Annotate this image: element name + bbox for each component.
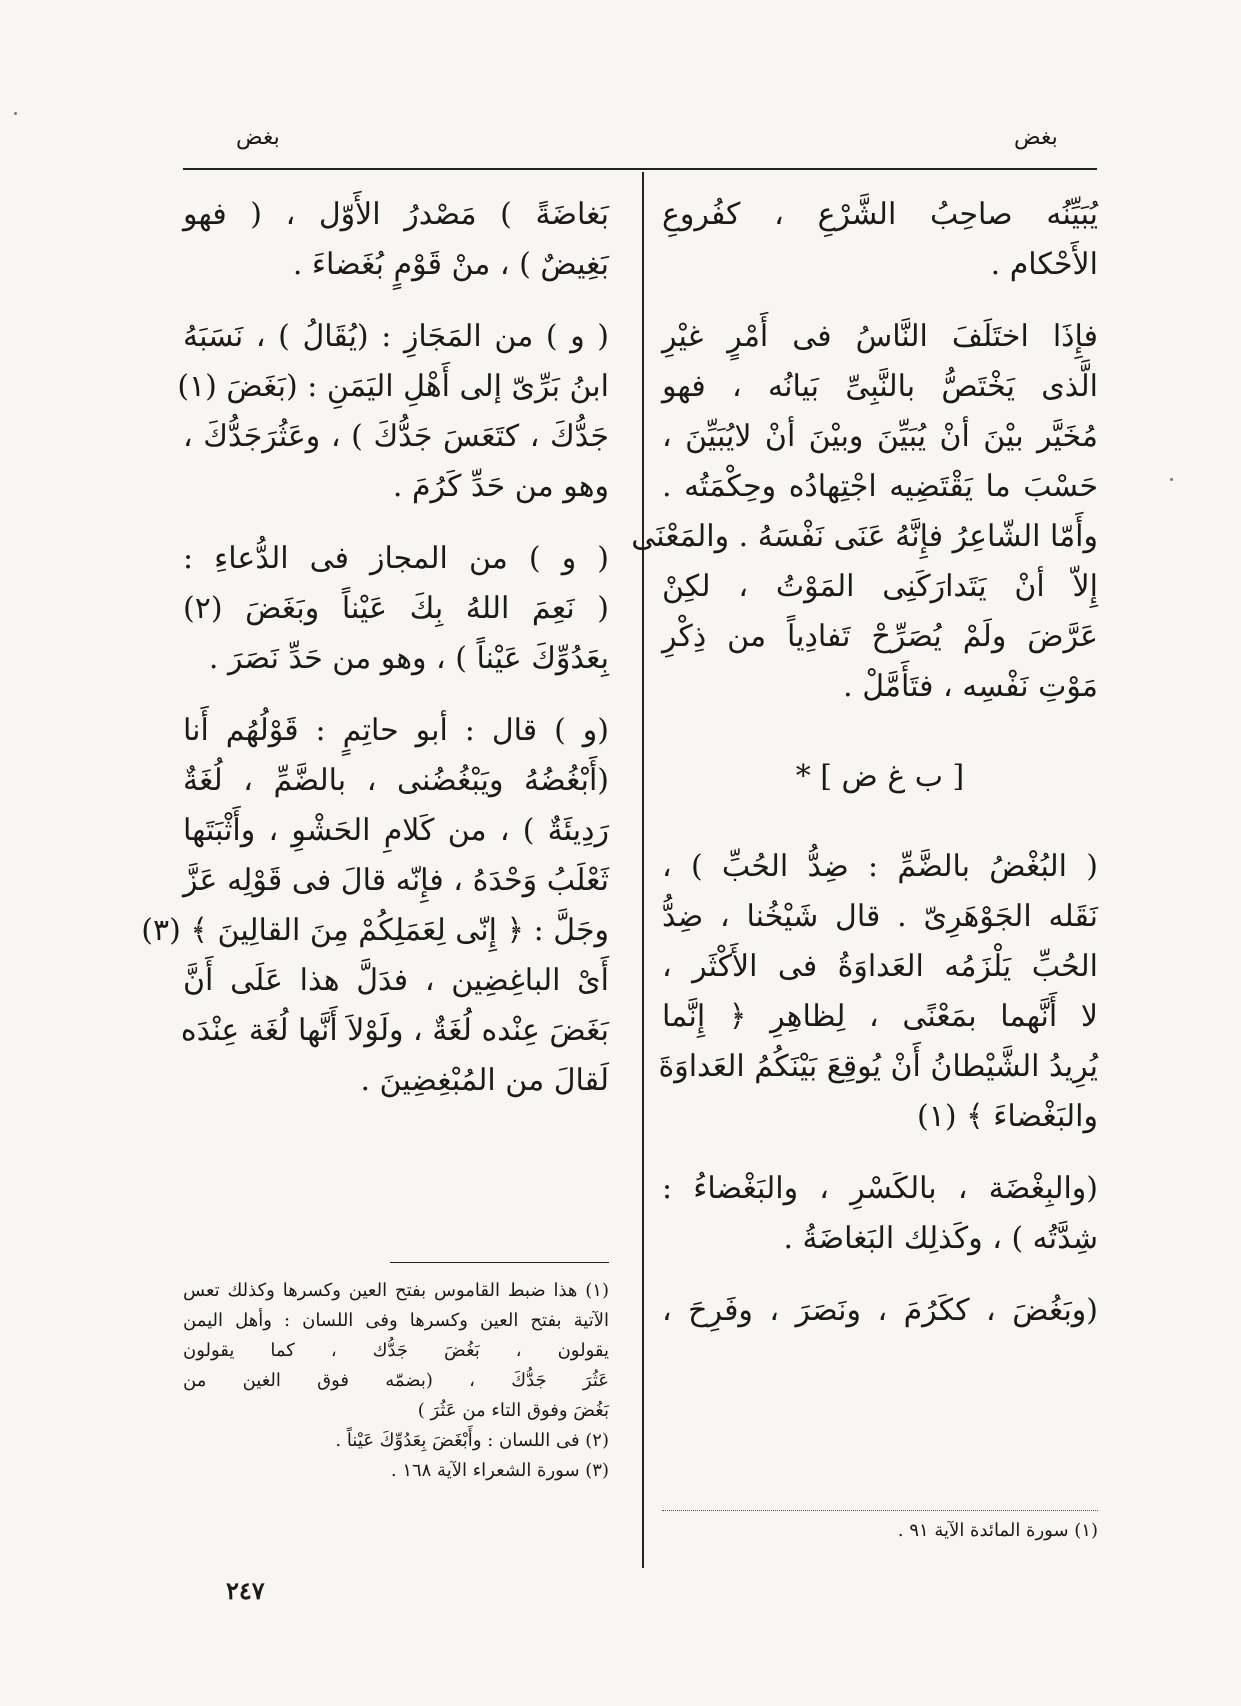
text-line: أَىْ الباغِضِين ، فدَلَّ هذا عَلَى أَنَّ xyxy=(183,963,609,998)
entry-root-heading: [ ب غ ض ] * xyxy=(795,759,965,794)
footnote-line: (١) هذا ضبط القاموس بفتح العين وكسرها وكذلك تعس xyxy=(183,1280,609,1301)
text-line: ( البُغْضُ بالضَّمِّ : ضِدُّ الحُبِّ ) ، xyxy=(662,849,1098,884)
text-line: بَغَضَ عِنْده لُغَةٌ ، ولَوْلاَ أَنَّها لُغَة عِنْدَه xyxy=(180,1013,609,1048)
paragraph xyxy=(662,1286,1098,1336)
column-divider xyxy=(642,172,644,1568)
scan-speck xyxy=(14,112,17,115)
text-line: الأَحْكام . xyxy=(990,247,1098,282)
text-line: ( و ) من المجاز فى الدُّعاءِ : xyxy=(183,541,609,576)
left-column xyxy=(141,190,609,1106)
text-line: ابنُ بَرِّىّ إلى أَهْلِ اليَمَنِ : (بَغَضَ (١) xyxy=(177,369,609,404)
text-line: (وبَغُضَ ، ككَرُمَ ، ونَصَرَ ، وفَرِحَ ، xyxy=(662,1293,1098,1328)
paragraph xyxy=(177,312,609,512)
text-line: ثَعْلَبُ وَحْدَهُ ، فإِنّه قالَ فى قَوْلِه عَزَّ xyxy=(183,863,609,898)
footnote: (١) سورة المائدة الآية ٩١ . xyxy=(897,1520,1098,1541)
paragraph xyxy=(141,706,609,1106)
text-line: وهو من حَدِّ كَرُمَ . xyxy=(392,469,609,504)
footnote xyxy=(183,1456,609,1486)
text-line: وجَلَّ : ﴿ إِنّى لِعَمَلِكُمْ مِنَ القالِينَ ﴾ (٣) xyxy=(141,913,609,948)
text-line: يُبَيِّنُه صاحِبُ الشَّرْعِ ، كفُروعِ xyxy=(662,197,1098,232)
text-line: مَوْتِ نَفْسِه ، فتَأَمَّلْ . xyxy=(843,669,1098,704)
text-line: رَدِيئَةٌ ) ، من كَلامِ الحَشْوِ ، وأَثْبَتَها xyxy=(183,813,609,848)
text-line: لا أَنَّهما بمَعْنًى ، لِظاهِرِ ﴿ إِنَّما xyxy=(662,999,1098,1034)
text-line: الَّذى يَخْتَصُّ بالنَّبِىِّ بَيانُه ، فهو xyxy=(662,369,1098,404)
text-line: (والبِغْضَة ، بالكَسْرِ ، والبَغْضاءُ : xyxy=(662,1171,1098,1206)
text-line: بَغِيضٌ ) ، منْ قَوْمٍ بُغَضاءَ . xyxy=(292,247,609,282)
footnote-rule xyxy=(390,1262,609,1263)
text-line: ( نَعِمَ اللهُ بِكَ عَيْناً وبَغَضَ (٢) xyxy=(183,591,609,626)
text-line: لَقالَ من المُبْغِضِينَ . xyxy=(360,1063,609,1098)
running-head-right: بغض xyxy=(1014,125,1058,150)
text-line: إِلاّ أنْ يَتَدارَكَنِى المَوْتُ ، لكِنْ xyxy=(662,569,1098,604)
text-line: (و ) قال : أبو حاتِمٍ : قَوْلُهُم أَنا xyxy=(183,713,609,748)
text-line: نَقَله الجَوْهَرِىّ . قال شَيْخُنا ، ضِدُّ xyxy=(662,899,1098,934)
running-head-left: بغض xyxy=(236,125,280,150)
header-rule xyxy=(183,168,1097,170)
footnote-line: (٣) سورة الشعراء الآية ١٦٨ . xyxy=(390,1460,609,1481)
footnote-line: بَغُضَ وفوق التاء من عَثُرَ ) xyxy=(417,1400,609,1421)
page-number: ٢٤٧ xyxy=(226,1576,265,1605)
footnote-rule xyxy=(662,1510,1098,1511)
text-line: يُرِيدُ الشَّيْطانُ أَنْ يُوقِعَ بَيْنَكُمُ العَداوَةَ xyxy=(658,1049,1098,1084)
text-line: الحُبِّ يَلْزَمُه العَداوَةُ فى الأَكْثَر ، xyxy=(662,949,1098,984)
paragraph xyxy=(662,1164,1098,1264)
footnote xyxy=(183,1276,609,1426)
text-line: وأَمّا الشّاعِرُ فإِنَّهُ عَنَى نَفْسَهُ . والمَعْنَى xyxy=(631,519,1098,554)
right-column xyxy=(631,190,1098,1336)
footnote-line: عَثُرَ جَدُّكَ ، (بضمّه فوق الغين من xyxy=(183,1370,609,1391)
text-line: فإِذَا اختَلَفَ النَّاسُ فى أَمْرٍ غيْرِ xyxy=(662,319,1098,354)
paragraph xyxy=(183,190,609,290)
footnote-line: الآتية بفتح العين وكسرها وفى اللسان : وأهل اليمن xyxy=(183,1310,609,1331)
text-line: حَسْبَ ما يَقْتَضِيه اجْتِهادُه وحِكْمَتُه . xyxy=(662,469,1098,504)
footnote xyxy=(183,1426,609,1456)
scan-speck xyxy=(1170,478,1173,481)
footnotes xyxy=(183,1276,609,1486)
text-line: ( و ) من المَجَازِ : (يُقَالُ ) ، نَسَبَهُ xyxy=(183,319,609,354)
text-line: والبَغْضاءَ ﴾ (١) xyxy=(917,1099,1098,1134)
paragraph xyxy=(631,312,1098,712)
text-line: عَرَّضَ ولَمْ يُصَرِّحْ تَفادِياً من ذِكْرِ xyxy=(662,619,1098,654)
text-line: بَغاضَةً ) مَصْدرُ الأَوّل ، ( فهو xyxy=(183,197,609,232)
paragraph xyxy=(658,842,1098,1142)
paragraph xyxy=(662,190,1098,290)
text-line: (أَبْغُضُهُ ويَبْغُضُنى ، بالضَّمِّ ، لُغَةٌ xyxy=(183,763,609,798)
text-line: مُخَيَّر بيْنَ أنْ يُبَيِّنَ وبيْنَ أنْ لايُبَيِّنَ ، xyxy=(662,419,1098,454)
footnote-line: يقولون ، بَغُضَ جَدُّك ، كما يقولون xyxy=(183,1340,609,1361)
text-line: بِعَدُوِّكَ عَيْناً ) ، وهو من حَدِّ نَصَرَ . xyxy=(208,641,609,676)
text-line: شِدَّتُه ) ، وكَذلِك البَغاضَةُ . xyxy=(783,1221,1098,1256)
paragraph xyxy=(183,534,609,684)
text-line: جَدُّكَ ، كتَعَسَ جَدُّكَ ) ، وعَثُرَجَدُّكَ ، xyxy=(183,419,609,454)
footnote-line: (٢) فى اللسان : وأَبْغَضَ بِعَدُوِّكَ عَيْناً . xyxy=(335,1430,609,1451)
